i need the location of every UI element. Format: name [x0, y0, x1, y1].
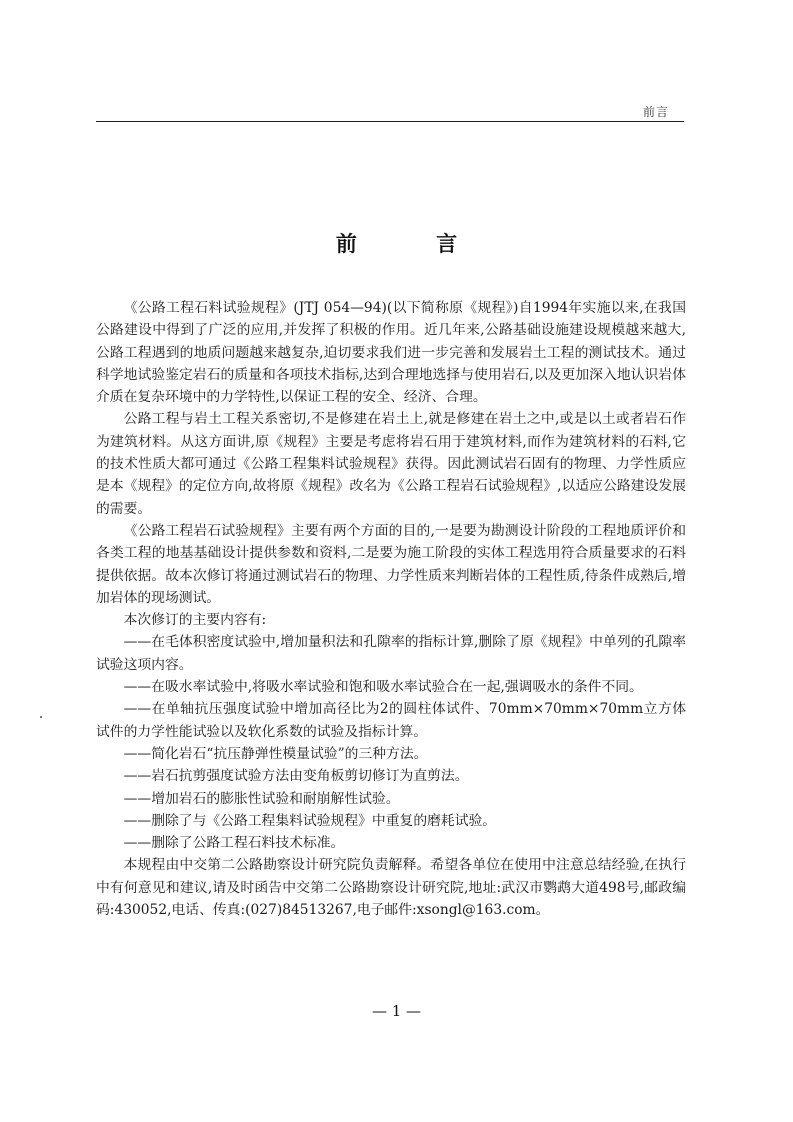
- scan-speck: [40, 716, 42, 718]
- revision-item: ——在单轴抗压强度试验中增加高径比为2的圆柱体试件、70mm×70mm×70mm立方体试件的力学性能试验以及软化系数的试验及指标计算。: [96, 701, 686, 740]
- paragraph-purpose: 《公路工程岩石试验规程》主要有两个方面的目的,一是要为勘测设计阶段的工程地质评价和各类工程的地基基础设计提供参数和资料,二是要为施工阶段的实体工程选用符合质量要求的石料提供依据。故本次修订将通过测试岩石的物理、力学性质来判断岩体的工程性质,待条件成熟后,增加岩体的现场测试。: [96, 522, 686, 606]
- paragraph-intro: 《公路工程石料试验规程》(JTJ 054—94)(以下简称原《规程》)自1994年实施以来,在我国公路建设中得到了广泛的应用,并发挥了积极的作用。近几年来,公路基础设施建设规模越来越大,公路工程遇到的地质问题越来越复杂,迫切要求我们进一步完善和发展岩土工程的测试技术。通过科学地试验鉴定岩石的质量和各项技术指标,达到合理地选择与使用岩石,以及更加深入地认识岩体介质在复杂环境中的力学特性,以保证工程的安全、经济、合理。: [96, 300, 686, 406]
- header-rule: [96, 121, 684, 122]
- running-head: 前言: [642, 105, 669, 119]
- paragraph-revision-heading: 本次修订的主要内容有:: [123, 612, 267, 629]
- revision-item: ——在吸水率试验中,将吸水率试验和饱和吸水率试验合在一起,强调吸水的条件不同。: [123, 679, 643, 696]
- page-title: 前 言: [335, 232, 494, 256]
- revision-item: ——删除了与《公路工程集料试验规程》中重复的磨耗试验。: [123, 812, 497, 829]
- body-text: [96, 297, 686, 921]
- revision-item: ——在毛体积密度试验中,增加量积法和孔隙率的指标计算,删除了原《规程》中单列的孔隙率试验这项内容。: [96, 634, 686, 673]
- revision-item: ——简化岩石“抗压静弹性模量试验”的三种方法。: [123, 745, 428, 762]
- paragraph-relationship: 公路工程与岩土工程关系密切,不是修建在岩土上,就是修建在岩土之中,或是以土或者岩石作为建筑材料。从这方面讲,原《规程》主要是考虑将岩石用于建筑材料,而作为建筑材料的石料,它的技术性质大都可通过《公路工程集料试验规程》获得。因此测试岩石固有的物理、力学性质应是本《规程》的定位方向,故将原《规程》改名为《公路工程岩石试验规程》,以适应公路建设发展的需要。: [96, 411, 686, 517]
- revision-item: ——删除了公路工程石料技术标准。: [123, 835, 345, 852]
- revision-item: ——岩石抗剪强度试验方法由变角板剪切修订为直剪法。: [123, 768, 469, 785]
- page-number: — 1 —: [371, 1002, 422, 1020]
- revision-item: ——增加岩石的膨胀性试验和耐崩解性试验。: [123, 790, 400, 807]
- paragraph-contact: 本规程由中交第二公路勘察设计研究院负责解释。希望各单位在使用中注意总结经验,在执行中有何意见和建议,请及时函告中交第二公路勘察设计研究院,地址:武汉市鹦鹉大道498号,邮政编码:430052,电话、传真:(027)84513267,电子邮件:xsongl@163.com。: [96, 857, 686, 919]
